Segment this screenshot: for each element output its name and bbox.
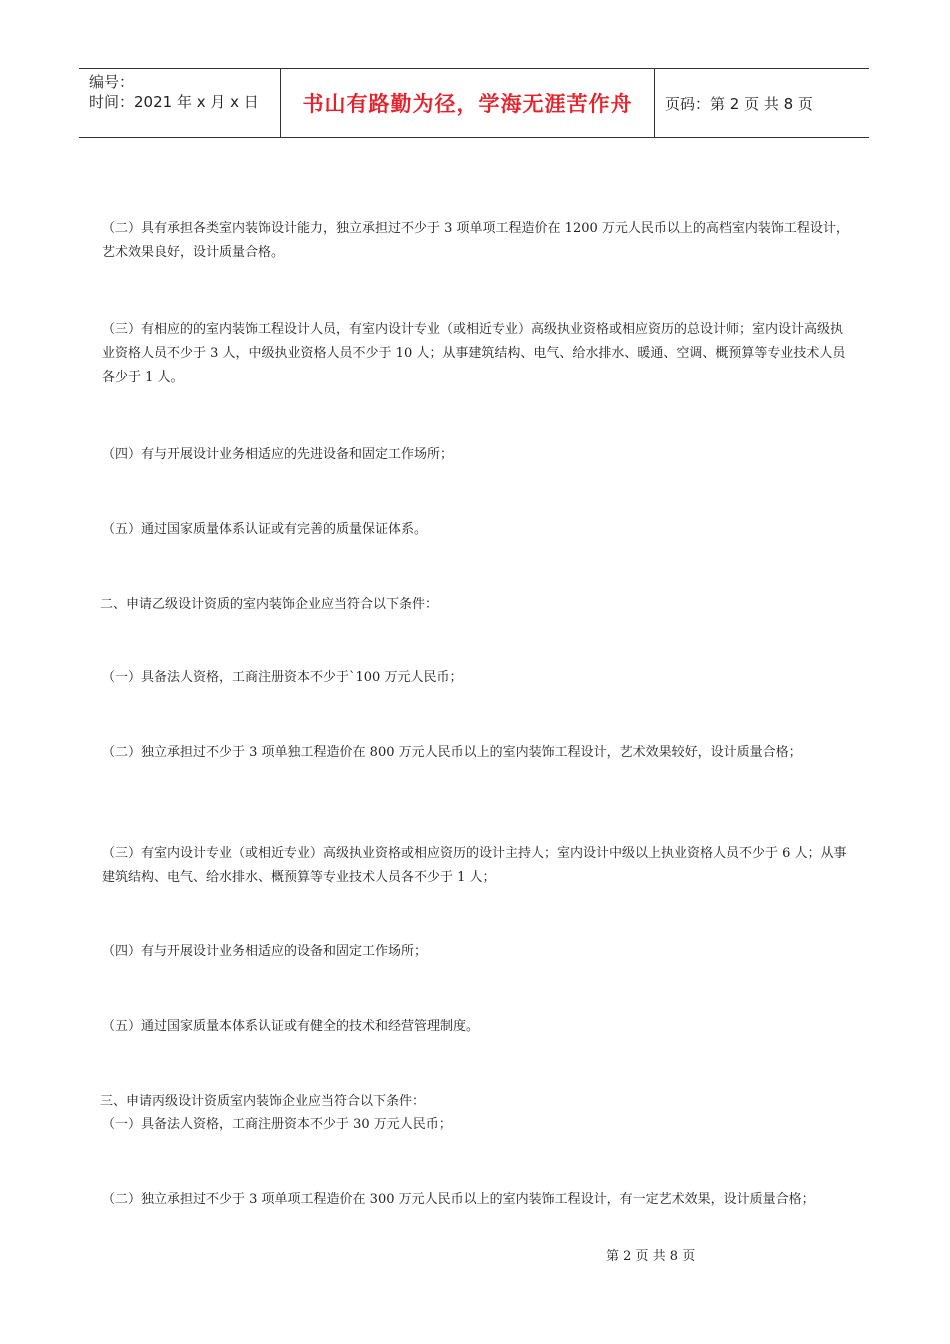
paragraph: （五）通过国家质量体系认证或有完善的质量保证体系。 bbox=[102, 522, 428, 537]
header-motto: 书山有路勤为径，学海无涯苦作舟 bbox=[281, 69, 655, 137]
document-number-label: 编号： bbox=[89, 73, 135, 91]
paragraph: （一）具备法人资格，工商注册资本不少于`100 万元人民币； bbox=[102, 670, 463, 685]
header-meta bbox=[79, 69, 281, 137]
section-heading: 三、申请丙级设计资质室内装饰企业应当符合以下条件： bbox=[100, 1094, 426, 1109]
paragraph: （五）通过国家质量本体系认证或有健全的技术和经营管理制度。 bbox=[102, 1019, 480, 1034]
paragraph: （二）独立承担过不少于 3 项单项工程造价在 300 万元人民币以上的室内装饰工程设计，有一定艺术效果，设计质量合格； bbox=[102, 1192, 815, 1207]
paragraph: （四）有与开展设计业务相适应的先进设备和固定工作场所； bbox=[102, 447, 454, 462]
paragraph: （二）具有承担各类室内装饰设计能力，独立承担过不少于 3 项单项工程造价在 1200 万元人民币以上的高档室内装饰工程设计，艺术效果良好，设计质量合格。 bbox=[102, 221, 849, 260]
paragraph: （一）具备法人资格，工商注册资本不少于 30 万元人民币； bbox=[102, 1117, 452, 1132]
paragraph: （四）有与开展设计业务相适应的设备和固定工作场所； bbox=[102, 944, 428, 959]
paragraph: （二）独立承担过不少于 3 项单独工程造价在 800 万元人民币以上的室内装饰工程设计，艺术效果较好，设计质量合格； bbox=[102, 745, 802, 760]
page-footer: 第 2 页 共 8 页 bbox=[606, 1249, 696, 1264]
paragraph: （三）有相应的的室内装饰工程设计人员，有室内设计专业（或相近专业）高级执业资格或相应资历的总设计师；室内设计高级执业资格人员不少于 3 人，中级执业资格人员不少于 10 人；从事建筑结构、电气、给水排水、暖通、空调、概预算等专业技术人员各少于 1 人。 bbox=[102, 322, 846, 385]
header-page-number: 页码：第 2 页 共 8 页 bbox=[665, 94, 813, 113]
section-heading: 二、申请乙级设计资质的室内装饰企业应当符合以下条件： bbox=[100, 597, 439, 612]
paragraph: （三）有室内设计专业（或相近专业）高级执业资格或相应资历的设计主持人；室内设计中级以上执业资格人员不少于 6 人；从事建筑结构、电气、给水排水、概预算等专业技术人员各不少于 1 人； bbox=[102, 846, 847, 885]
document-date-label: 时间：2021 年 x 月 x 日 bbox=[89, 93, 259, 111]
page-header bbox=[79, 68, 869, 138]
